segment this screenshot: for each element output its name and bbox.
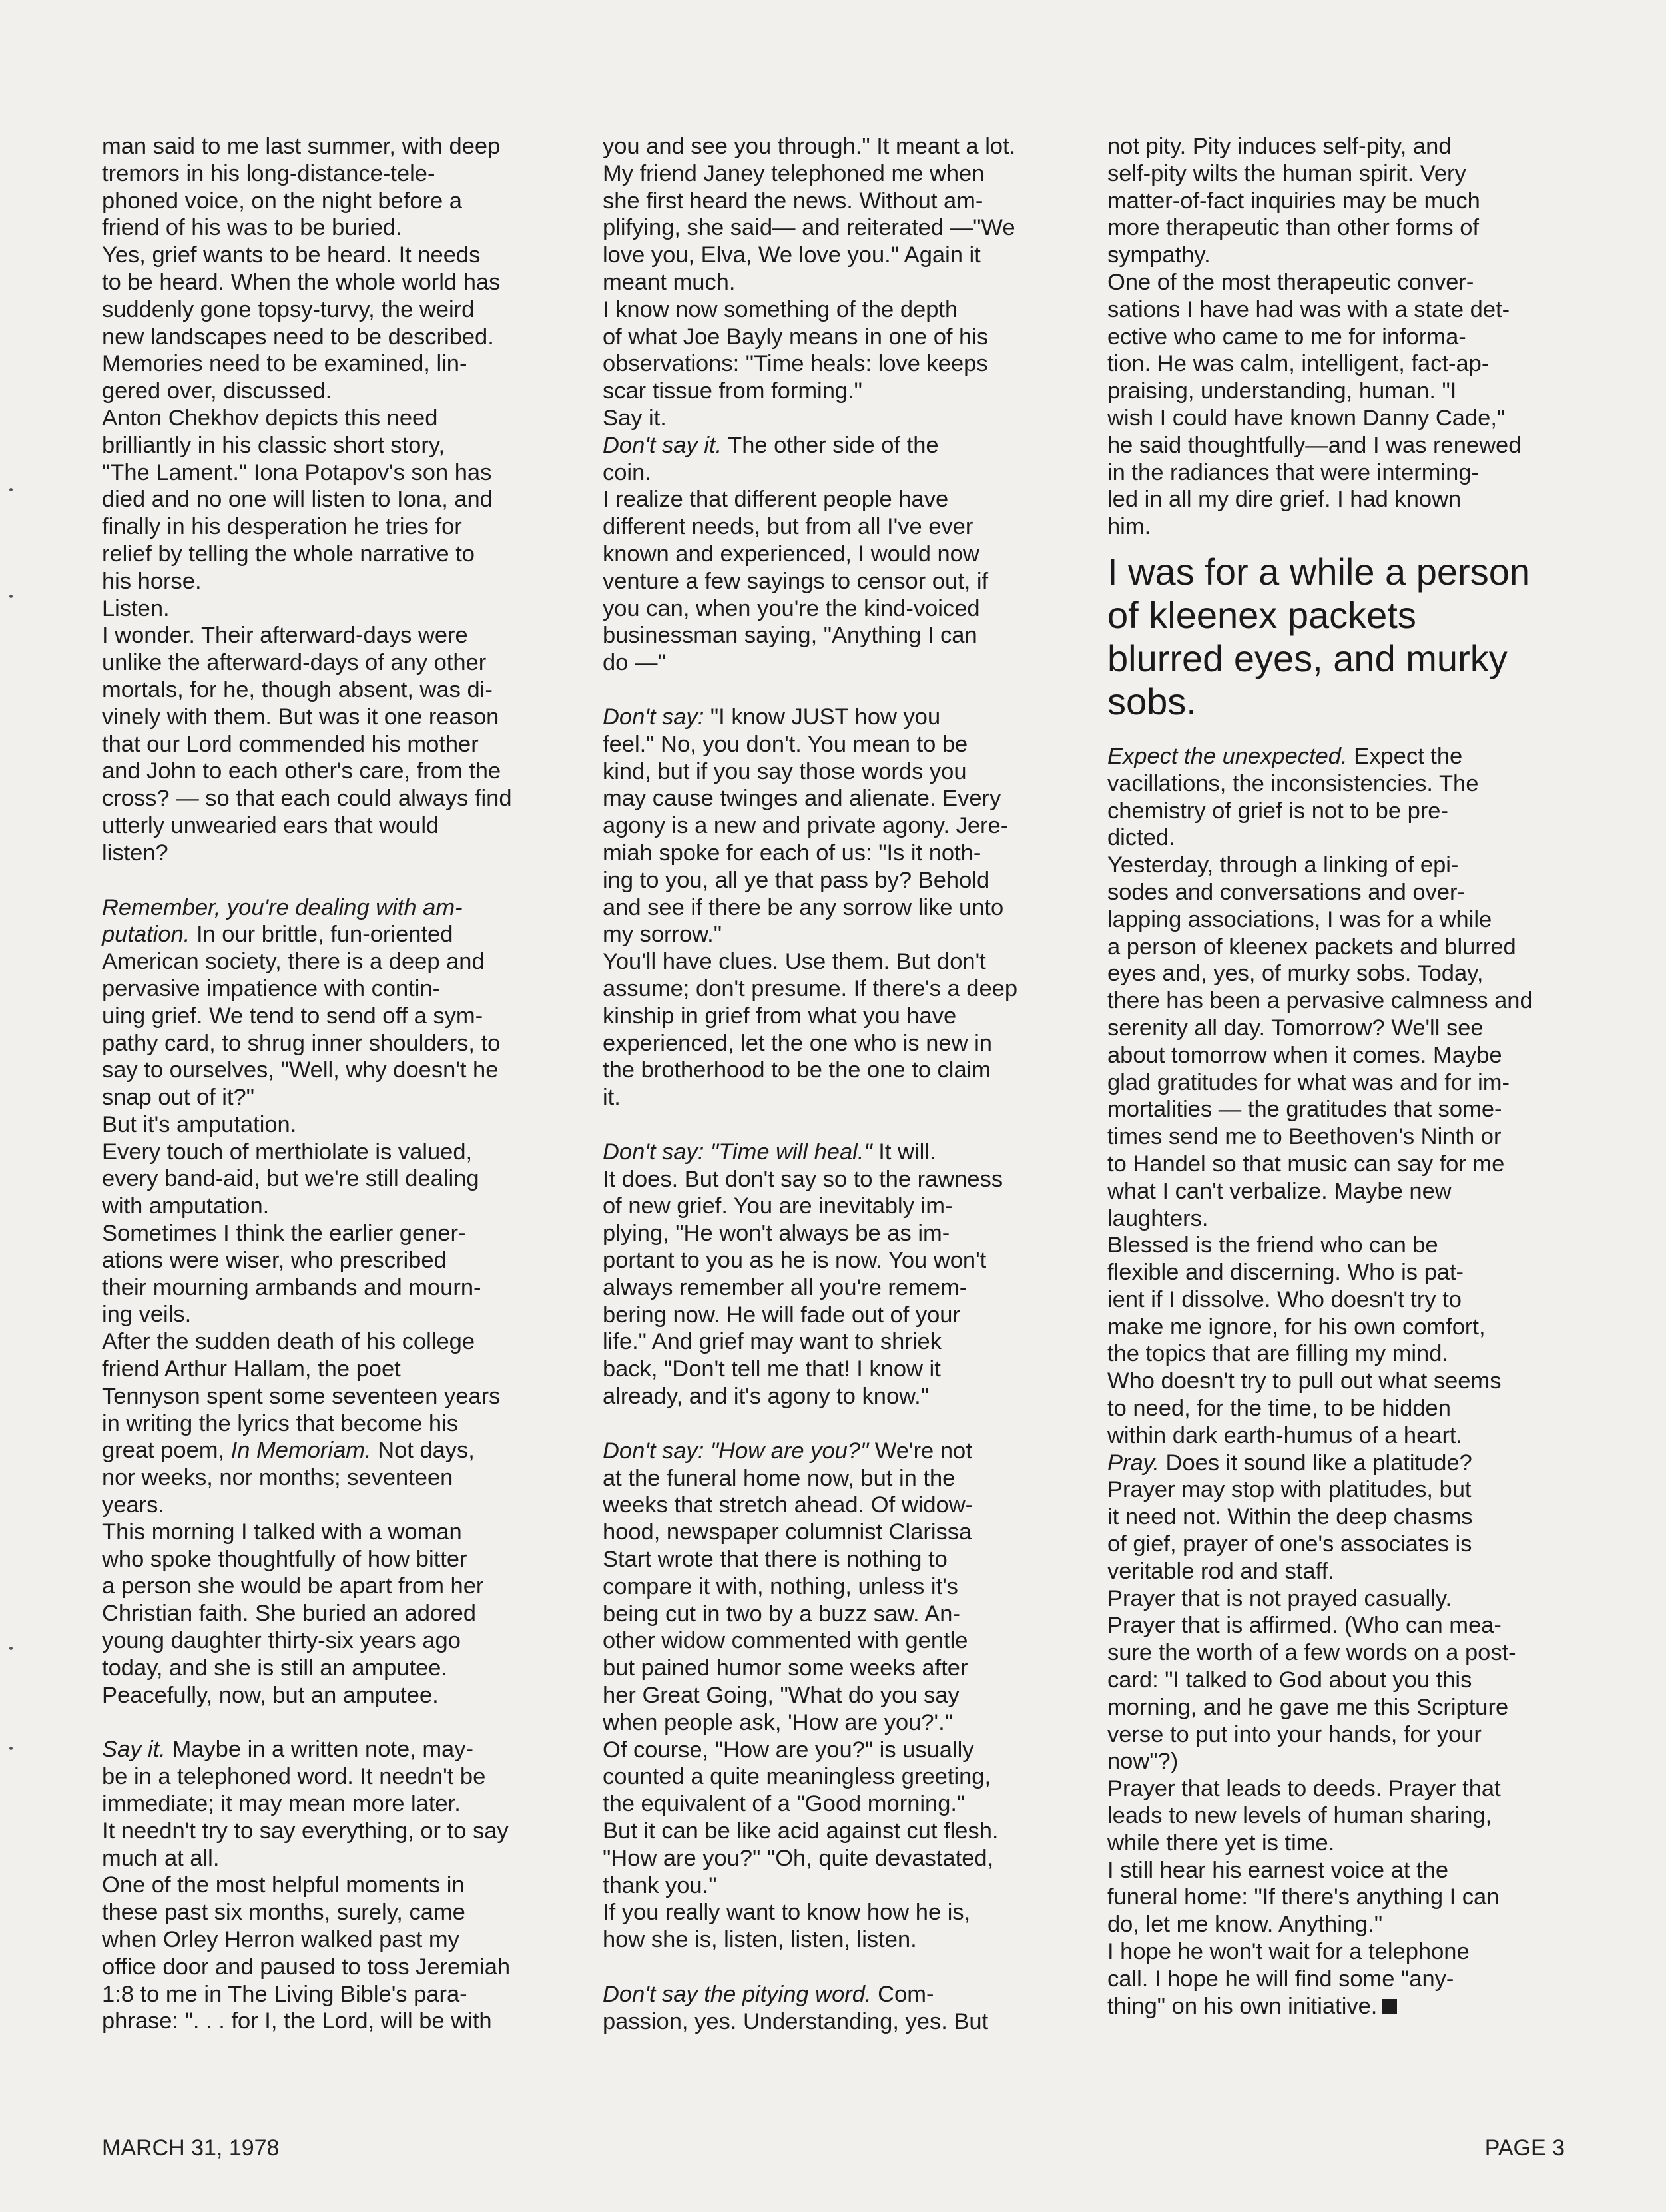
- paragraph: Blessed is the friend who can be flexible and discerning. Who is pat- ient if I dissolve. Who doesn't try to make me ignore, for his own comfort, the topics that are filling my mind. Who doesn't try to pull out what seems to need, for the time, to be hidden within dark earth-humus of a heart.: [1107, 1233, 1502, 1448]
- paragraph: One of the most helpful moments in these past six months, surely, came when Orley Herron walked past my office door and paused to toss Jeremiah 1:8 to me in The Living Bible's para- phrase: ". . . for I, the Lord, will be with: [102, 1872, 511, 2034]
- paragraph: Sometimes I think the earlier gener- ations were wiser, who prescribed their mourning armbands and mourn- ing veils.: [102, 1221, 481, 1328]
- paragraph-text: Maybe in a written note, may- be in a telephoned word. It needn't be immediate; it may mean more later. It needn't try to say everything, or to say much at all.: [102, 1737, 509, 1871]
- paragraph-text: We're not at the funeral home now, but in the weeks that stretch ahead. Of widow- hood, newspaper columnist Clarissa Start wrote that there is nothing to compare it with, nothing, unless it's being cut in two by a buzz saw. An- other widow commented with gentle but pained humor some weeks after her Great Going, "What do you say when people ask, 'How are you?'.": [603, 1438, 973, 1735]
- paragraph: man said to me last summer, with deep tremors in his long-distance-tele- phoned voice, on the night before a friend of his was to be buried.: [102, 134, 501, 241]
- section-paragraph: [603, 1981, 1082, 2036]
- paragraph-text: The other side of the coin.: [603, 432, 939, 485]
- paragraph: [1107, 1938, 1583, 2020]
- paragraph: Yes, grief wants to be heard. It needs to be heard. When the whole world has suddenly gone topsy-turvy, the weird new landscapes need to be described. Memories need to be examined, lin- gered over, discussed.: [102, 242, 501, 404]
- scan-speck: [9, 1647, 13, 1650]
- paragraph-text: Not days, nor weeks, nor months; seventeen years.: [102, 1438, 475, 1518]
- issue-date: MARCH 31, 1978: [102, 2135, 280, 2161]
- paragraph-text: Expect the vacillations, the inconsistencies. The chemistry of grief is not to be pre- dicted.: [1107, 743, 1479, 851]
- section-paragraph: [102, 894, 576, 1111]
- section-lead: Say it.: [102, 1737, 166, 1763]
- paragraph: Prayer that leads to deeds. Prayer that leads to new levels of human sharing, while there yet is time.: [1107, 1776, 1501, 1856]
- paragraph: Prayer that is not prayed casually. Prayer that is affirmed. (Who can mea- sure the worth of a few words on a post- card: "I talked to God about you this morning, and he gave me this Scripture verse to put into your hands, for your now"?): [1107, 1585, 1516, 1775]
- section-paragraph: [102, 1736, 576, 1872]
- end-of-article-icon: [1382, 1999, 1397, 2014]
- section-lead: Expect the unexpected.: [1107, 743, 1348, 769]
- paragraph: You'll have clues. Use them. But don't assume; don't presume. If there's a deep kinship in grief from what you have experienced, let the one who is new in the brotherhood to be the one to claim it.: [603, 949, 1018, 1111]
- paragraph: I realize that different people have different needs, but from all I've ever known and experienced, I would now venture a few sayings to censor out, if you can, when you're the kind-voiced businessman saying, "Anything I can do —": [603, 487, 989, 676]
- section-paragraph: [1107, 743, 1583, 852]
- paragraph: I wonder. Their afterward-days were unlike the afterward-days of any other mortals, for he, though absent, was di- vinely with them. But was it one reason that our Lord commended his mother and John to each other's care, from the cross? — so that each could always find utterly unwearied ears that would listen?: [102, 623, 512, 866]
- pull-quote: I was for a while a person of kleenex packets blurred eyes, and murky sobs.: [1107, 550, 1530, 722]
- poem-title: In Memoriam.: [230, 1438, 372, 1464]
- scan-speck: [9, 1747, 13, 1750]
- section-paragraph: [603, 1438, 1082, 1737]
- paragraph: Say it.: [603, 405, 667, 431]
- paragraph: not pity. Pity induces self-pity, and self-pity wilts the human spirit. Very matter-of-fact inquiries may be much more therapeutic than other forms of sympathy.: [1107, 134, 1480, 268]
- section-lead: Remember, you're dealing with am- putation.: [102, 894, 463, 948]
- paragraph: you and see you through." It meant a lot.: [603, 134, 1016, 159]
- paragraph: Anton Chekhov depicts this need brilliantly in his classic short story, "The Lament." Iona Potapov's son has died and no one will listen to Iona, and finally in his desperation he tries for relief by telling the whole narrative to his horse.: [102, 405, 493, 594]
- paragraph: Every touch of merthiolate is valued, every band-aid, but we're still dealing with amputation.: [102, 1139, 479, 1219]
- paragraph: Of course, "How are you?" is usually counted a quite meaningless greeting, the equivalent of a "Good morning." But it can be like acid against cut flesh. "How are you?" "Oh, quite devastated, thank you.": [603, 1737, 999, 1898]
- paragraph: One of the most therapeutic conver- sations I have had was with a state det- ective who came to me for informa- tion. He was calm, intelligent, fact-ap- praising, understanding, human. "I wish I could have known Danny Cade," he said thoughtfully—and I was renewed in the radiances that were interming- led in all my dire grief. I had known him.: [1107, 269, 1522, 540]
- column-right: [1107, 133, 1583, 2020]
- paragraph-text: I hope he won't wait for a telephone call. I hope he will find some "any- thing" on his own initiative.: [1107, 1939, 1470, 2019]
- paragraph: If you really want to know how he is, how she is, listen, listen, listen.: [603, 1900, 971, 1953]
- paragraph: I still hear his earnest voice at the funeral home: "If there's anything I can do, let me know. Anything.": [1107, 1857, 1500, 1938]
- section-lead: Pray.: [1107, 1450, 1159, 1476]
- section-lead: Don't say: "Time will heal.": [603, 1139, 872, 1165]
- paragraph-text: Does it sound like a platitude? Prayer may stop with platitudes, but it need not. Within the deep chasms of gief, prayer of one's associates is veritable rod and staff.: [1107, 1450, 1473, 1584]
- paragraph: Listen.: [102, 595, 170, 621]
- section-paragraph: [603, 704, 1082, 948]
- paragraph-text: After the sudden death of his college friend Arthur Hallam, the poet Tennyson spent some seventeen years in writing the lyrics that become his great poem,: [102, 1329, 501, 1464]
- paragraph: My friend Janey telephoned me when she first heard the news. Without am- plifying, she said— and reiterated —"We love you, Elva, We love you." Again it meant much.: [603, 160, 1015, 295]
- section-paragraph: [1107, 1450, 1583, 1585]
- column-left: [102, 133, 576, 2035]
- page-number: PAGE 3: [1484, 2135, 1565, 2161]
- section-lead: Don't say: "How are you?": [603, 1438, 869, 1464]
- paragraph: This morning I talked with a woman who spoke thoughtfully of how bitter a person she would be apart from her Christian faith. She buried an adored young daughter thirty-six years ago today, and she is still an amputee. Peacefully, now, but an amputee.: [102, 1519, 484, 1708]
- section-lead: Don't say:: [603, 704, 704, 730]
- column-middle: [603, 133, 1082, 2036]
- paragraph-text: "I know JUST how you feel." No, you don't. You mean to be kind, but if you say those words you may cause twinges and alienate. Every agony is a new and private agony. Jere- miah spoke for each of us: "Is it noth- ing to you, all ye that pass by? Behold and see if there be any sorrow like unto my sorrow.": [603, 704, 1009, 948]
- paragraph: [102, 1328, 576, 1519]
- paragraph-text: It will. It does. But don't say so to the rawness of new grief. You are inevitably im- plying, "He won't always be as im- portant to you as he is now. You won't always remember all you're remem- bering now. He will fade out of your life." And grief may want to shriek back, "Don't tell me that! I know it already, and it's agony to know.": [603, 1139, 1003, 1410]
- scan-speck: [9, 488, 13, 491]
- section-lead: Don't say the pitying word.: [603, 1982, 872, 2007]
- section-paragraph: [603, 432, 1082, 487]
- section-paragraph: [603, 1139, 1082, 1410]
- section-lead: Don't say it.: [603, 432, 722, 458]
- scan-speck: [9, 595, 13, 598]
- paragraph-text: In our brittle, fun-oriented American society, there is a deep and pervasive impatience with contin- uing grief. We tend to send off a sym- pathy card, to shrug inner shoulders, to say to ourselves, "Well, why doesn't he snap out of it?": [102, 922, 501, 1111]
- paragraph: But it's amputation.: [102, 1111, 297, 1137]
- paragraph: I know now something of the depth of what Joe Bayly means in one of his observations: "Time heals: love keeps scar tissue from forming.": [603, 296, 989, 404]
- paragraph: Yesterday, through a linking of epi- sodes and conversations and over- lapping associations, I was for a while a person of kleenex packets and blurred eyes and, yes, of murky sobs. Today, there has been a pervasive calmness and serenity all day. Tomorrow? We'll see about tomorrow when it comes. Maybe glad gratitudes for what was and for im- mortalities — the gratitudes that some- times send me to Beethoven's Ninth or to Handel so that music can say for me what I can't verbalize. Maybe new laughters.: [1107, 852, 1533, 1231]
- paragraph-text: Com- passion, yes. Understanding, yes. But: [603, 1982, 989, 2034]
